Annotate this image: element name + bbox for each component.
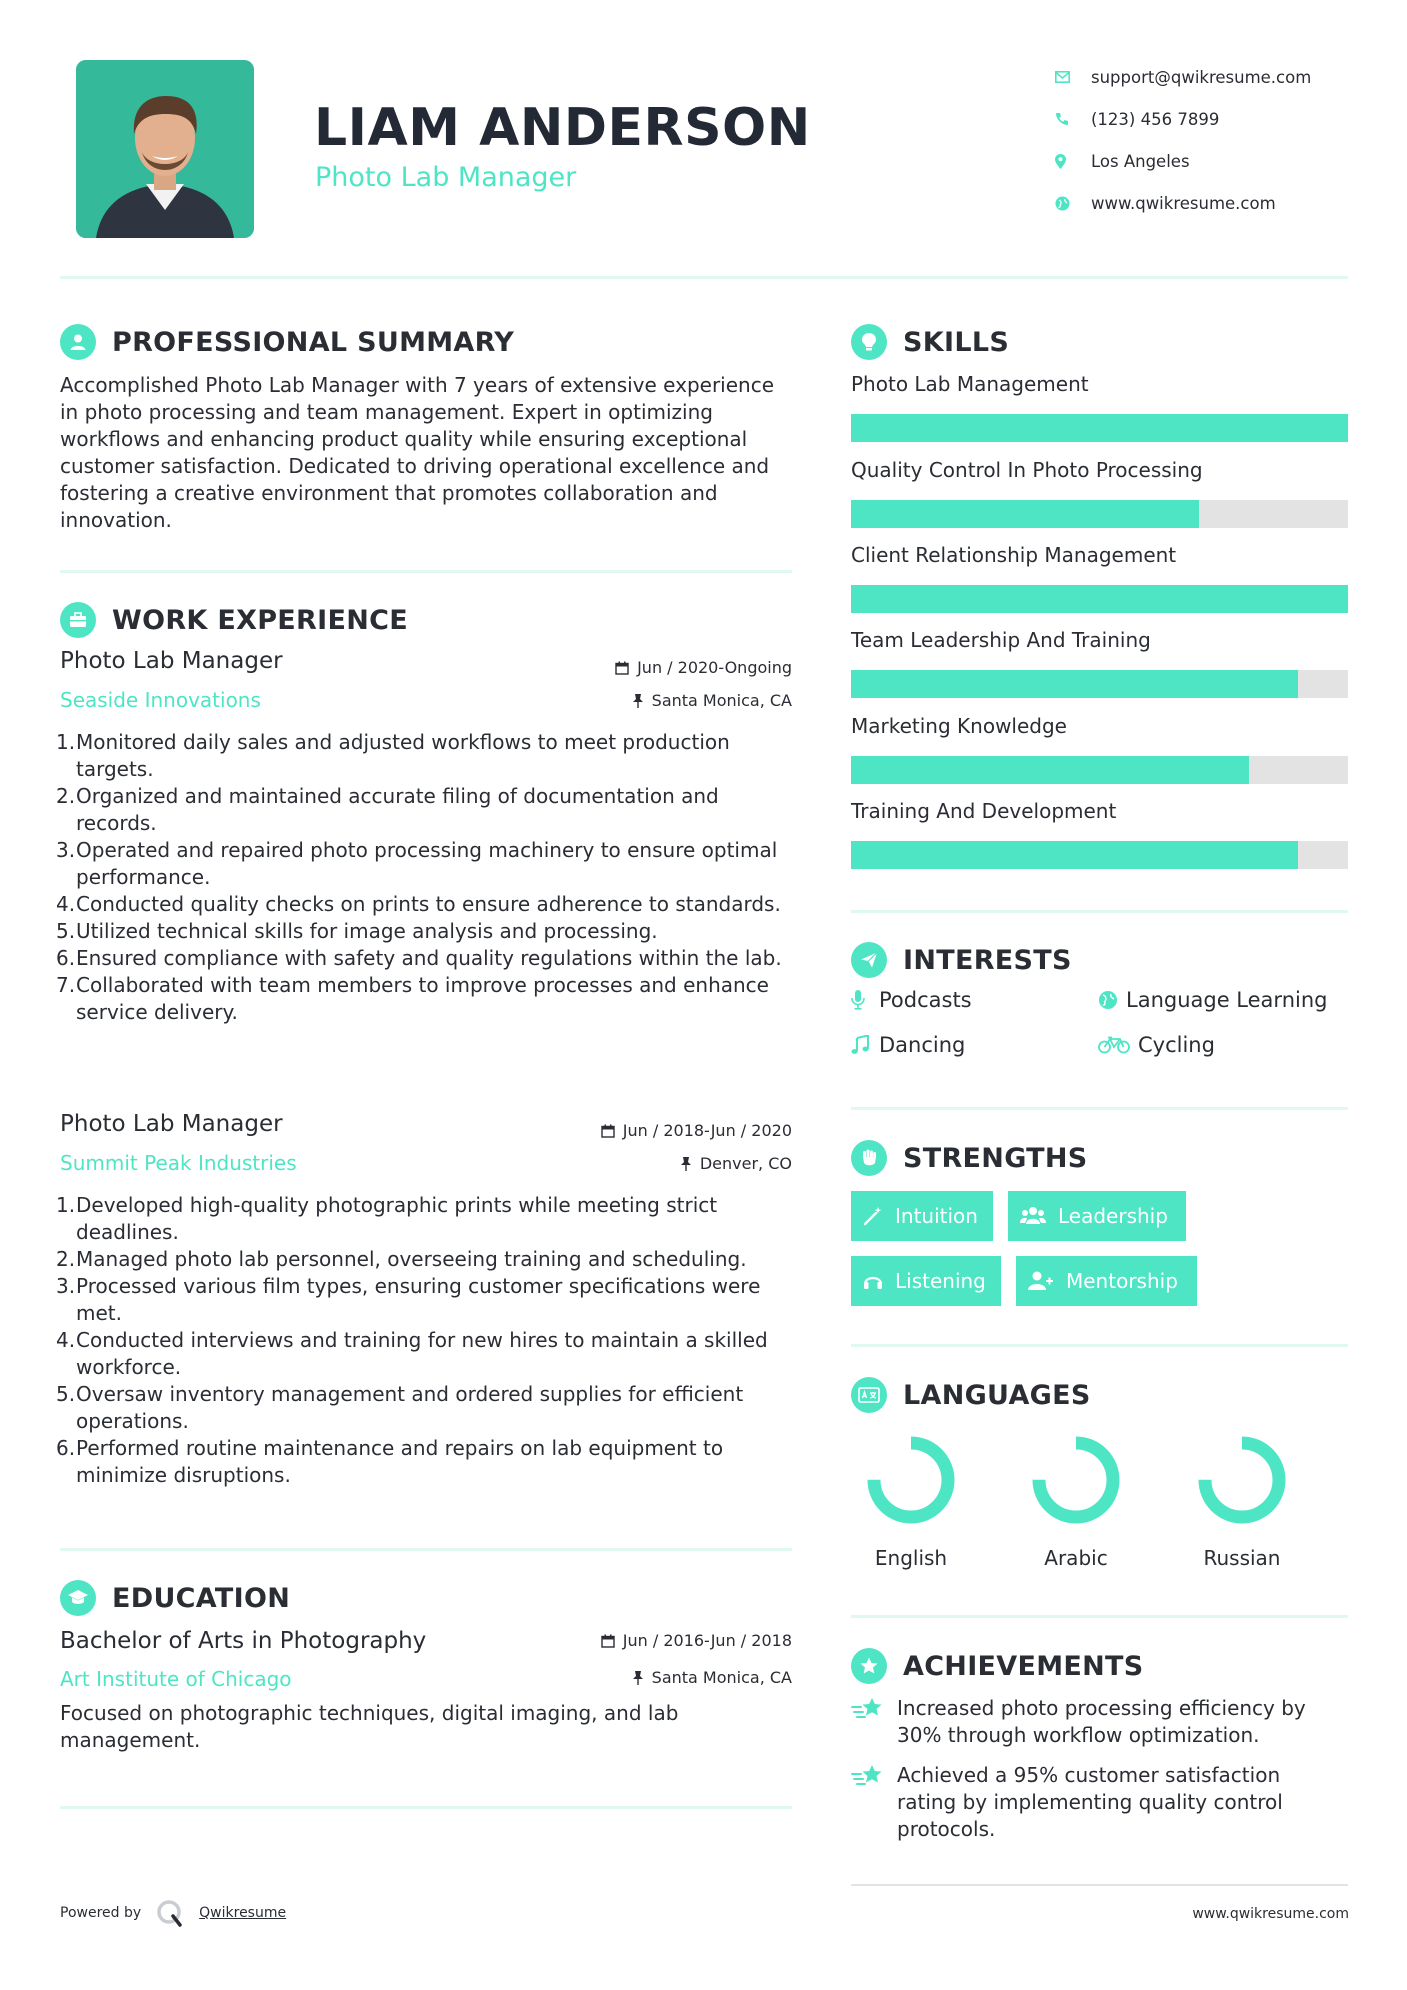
skill-item bbox=[851, 799, 1348, 869]
job-1-company: Seaside Innovations bbox=[60, 688, 261, 712]
summary-heading bbox=[60, 322, 514, 362]
language-item bbox=[1021, 1430, 1131, 1570]
skill-item bbox=[851, 714, 1348, 784]
skill-bar bbox=[851, 414, 1348, 442]
achievements-divider bbox=[851, 1884, 1348, 1886]
work-divider bbox=[60, 1548, 792, 1551]
strength-tag bbox=[1016, 1256, 1197, 1306]
list-item: 5. Utilized technical skills for image analysis and processing. bbox=[56, 919, 658, 943]
job-2-company: Summit Peak Industries bbox=[60, 1151, 297, 1175]
profile-photo bbox=[76, 60, 254, 238]
skill-label: Training And Development bbox=[851, 799, 1117, 823]
languages-divider bbox=[851, 1615, 1348, 1618]
footer-powered-text: Powered by bbox=[60, 1905, 142, 1921]
calendar-icon bbox=[601, 1634, 615, 1648]
contact-phone[interactable] bbox=[1055, 98, 1385, 140]
qwikresume-logo-icon bbox=[155, 1898, 185, 1928]
education-title: EDUCATION bbox=[112, 1582, 291, 1614]
lightbulb-icon bbox=[851, 324, 887, 360]
strengths-divider bbox=[851, 1344, 1348, 1347]
list-item: 1. Monitored daily sales and adjusted workflows to meet production targets. bbox=[56, 730, 730, 781]
headphones-icon bbox=[863, 1271, 883, 1291]
users-icon bbox=[1020, 1206, 1046, 1226]
achievement-text: Increased photo processing efficiency by 30% through workflow optimization. bbox=[897, 1696, 1306, 1747]
contact-website[interactable] bbox=[1055, 182, 1385, 224]
skill-fill bbox=[851, 756, 1249, 784]
strength-tag bbox=[851, 1256, 1001, 1306]
education-school: Art Institute of Chicago bbox=[60, 1667, 292, 1691]
shooting-star-icon bbox=[851, 1695, 885, 1749]
education-divider bbox=[60, 1806, 792, 1809]
interest-label: Language Learning bbox=[1126, 988, 1328, 1012]
job-1-location-text: Santa Monica, CA bbox=[651, 691, 792, 710]
interest-label: Dancing bbox=[879, 1033, 966, 1057]
work-title: WORK EXPERIENCE bbox=[112, 604, 408, 636]
paper-plane-icon bbox=[851, 942, 887, 978]
list-item: 4. Conducted quality checks on prints to ensure adherence to standards. bbox=[56, 892, 781, 916]
language-ring bbox=[1192, 1430, 1292, 1530]
job-2-duties bbox=[58, 1192, 798, 1489]
skill-bar bbox=[851, 585, 1348, 613]
job-2-location bbox=[680, 1154, 792, 1173]
user-icon bbox=[60, 324, 96, 360]
skill-fill bbox=[851, 841, 1298, 869]
contact-email-text: support@qwikresume.com bbox=[1091, 67, 1312, 87]
skill-item bbox=[851, 458, 1348, 528]
skill-bar bbox=[851, 841, 1348, 869]
skill-bar bbox=[851, 670, 1348, 698]
language-item bbox=[1187, 1430, 1297, 1570]
contact-location bbox=[1055, 140, 1385, 182]
education-dates-text: Jun / 2016-Jun / 2018 bbox=[622, 1631, 792, 1650]
language-label: Russian bbox=[1203, 1546, 1281, 1570]
education-location-text: Santa Monica, CA bbox=[651, 1668, 792, 1687]
interest-item bbox=[1098, 988, 1327, 1012]
user-plus-icon bbox=[1028, 1271, 1054, 1291]
job-1-dates-text: Jun / 2020-Ongoing bbox=[637, 658, 792, 677]
skills-title: SKILLS bbox=[903, 326, 1010, 358]
strength-label: Leadership bbox=[1058, 1204, 1168, 1228]
shooting-star-icon bbox=[851, 1762, 885, 1843]
language-icon bbox=[851, 1377, 887, 1413]
education-heading bbox=[60, 1578, 290, 1618]
achievement-text: Achieved a 95% customer satisfaction rating by implementing quality control protocols. bbox=[897, 1763, 1283, 1841]
language-ring bbox=[1026, 1430, 1126, 1530]
briefcase-icon bbox=[60, 602, 96, 638]
education-degree: Bachelor of Arts in Photography bbox=[60, 1628, 427, 1654]
candidate-role: Photo Lab Manager bbox=[315, 162, 577, 193]
job-2-location-text: Denver, CO bbox=[699, 1154, 792, 1173]
skill-label: Client Relationship Management bbox=[851, 543, 1177, 567]
skill-fill bbox=[851, 414, 1348, 442]
footer-powered-by bbox=[60, 1898, 286, 1928]
contact-website-text: www.qwikresume.com bbox=[1091, 193, 1276, 213]
strength-label: Mentorship bbox=[1066, 1269, 1178, 1293]
skills-heading bbox=[851, 322, 1009, 362]
skill-label: Marketing Knowledge bbox=[851, 714, 1067, 738]
footer-brand-link[interactable]: Qwikresume bbox=[199, 1905, 287, 1921]
list-item: 5. Oversaw inventory management and ordered supplies for efficient operations. bbox=[56, 1382, 744, 1433]
languages-title: LANGUAGES bbox=[903, 1379, 1091, 1411]
interests-divider bbox=[851, 1107, 1348, 1110]
map-pin-icon bbox=[1055, 154, 1091, 169]
globe-icon bbox=[1098, 990, 1126, 1010]
job-1-duties bbox=[58, 729, 798, 1026]
skill-bar bbox=[851, 756, 1348, 784]
interest-item bbox=[851, 988, 972, 1012]
microphone-icon bbox=[851, 990, 879, 1010]
achievement-item bbox=[851, 1762, 1351, 1843]
education-text: Focused on photographic techniques, digital imaging, and lab management. bbox=[60, 1701, 679, 1752]
music-note-icon bbox=[851, 1035, 879, 1055]
job-1-location bbox=[632, 691, 792, 710]
pushpin-icon bbox=[680, 1157, 692, 1171]
skill-item bbox=[851, 628, 1348, 698]
languages-heading bbox=[851, 1375, 1091, 1415]
graduation-icon bbox=[60, 1580, 96, 1616]
interest-label: Cycling bbox=[1138, 1033, 1215, 1057]
skill-fill bbox=[851, 585, 1348, 613]
contact-email[interactable] bbox=[1055, 56, 1385, 98]
list-item: 2. Managed photo lab personnel, overseeing training and scheduling. bbox=[56, 1247, 747, 1271]
education-dates bbox=[601, 1631, 792, 1650]
star-badge-icon bbox=[851, 1648, 887, 1684]
language-ring bbox=[861, 1430, 961, 1530]
language-label: English bbox=[874, 1546, 948, 1570]
job-2-title: Photo Lab Manager bbox=[60, 1111, 283, 1137]
strengths-heading bbox=[851, 1138, 1088, 1178]
skill-fill bbox=[851, 500, 1199, 528]
skill-label: Photo Lab Management bbox=[851, 372, 1089, 396]
calendar-icon bbox=[601, 1124, 615, 1138]
job-1-title: Photo Lab Manager bbox=[60, 648, 283, 674]
achievements-heading bbox=[851, 1646, 1144, 1686]
interests-heading bbox=[851, 940, 1072, 980]
list-item: 3. Processed various film types, ensuring customer specifications were met. bbox=[56, 1274, 761, 1325]
footer-website[interactable]: www.qwikresume.com bbox=[1192, 1906, 1349, 1922]
summary-title: PROFESSIONAL SUMMARY bbox=[112, 326, 515, 358]
skill-item bbox=[851, 372, 1348, 442]
contact-phone-text: (123) 456 7899 bbox=[1091, 109, 1220, 129]
contact-location-text: Los Angeles bbox=[1091, 151, 1190, 171]
work-heading bbox=[60, 600, 408, 640]
language-label: Arabic bbox=[1044, 1546, 1108, 1570]
magic-wand-icon bbox=[863, 1206, 883, 1226]
list-item: 6. Performed routine maintenance and repairs on lab equipment to minimize disruptions. bbox=[56, 1436, 724, 1487]
list-item: 1. Developed high-quality photographic prints while meeting strict deadlines. bbox=[56, 1193, 718, 1244]
globe-icon bbox=[1055, 196, 1091, 211]
job-2-dates bbox=[601, 1121, 792, 1140]
strength-tag bbox=[851, 1191, 993, 1241]
job-2-dates-text: Jun / 2018-Jun / 2020 bbox=[622, 1121, 792, 1140]
skill-label: Quality Control In Photo Processing bbox=[851, 458, 1203, 482]
list-item: 3. Operated and repaired photo processing machinery to ensure optimal performance. bbox=[56, 838, 778, 889]
pushpin-icon bbox=[632, 1671, 644, 1685]
list-item: 4. Conducted interviews and training for new hires to maintain a skilled workforce. bbox=[56, 1328, 768, 1379]
strengths-title: STRENGTHS bbox=[903, 1142, 1088, 1174]
list-item: 7. Collaborated with team members to improve processes and enhance service delivery. bbox=[56, 973, 769, 1024]
skill-fill bbox=[851, 670, 1298, 698]
interest-label: Podcasts bbox=[879, 988, 972, 1012]
education-location bbox=[632, 1668, 792, 1687]
job-1-dates bbox=[615, 658, 792, 677]
summary-divider bbox=[60, 570, 792, 573]
achievements-title: ACHIEVEMENTS bbox=[903, 1650, 1144, 1682]
contact-block bbox=[1055, 56, 1385, 224]
skills-divider bbox=[851, 910, 1348, 913]
interest-item bbox=[851, 1033, 965, 1057]
list-item: 2. Organized and maintained accurate filing of documentation and records. bbox=[56, 784, 719, 835]
strength-label: Listening bbox=[895, 1269, 986, 1293]
candidate-name: LIAM ANDERSON bbox=[314, 98, 811, 158]
envelope-icon bbox=[1055, 71, 1091, 83]
language-item bbox=[856, 1430, 966, 1570]
calendar-icon bbox=[615, 661, 629, 675]
list-item: 6. Ensured compliance with safety and quality regulations within the lab. bbox=[56, 946, 782, 970]
achievement-item bbox=[851, 1695, 1351, 1749]
strength-label: Intuition bbox=[895, 1204, 978, 1228]
skill-item bbox=[851, 543, 1348, 613]
skill-label: Team Leadership And Training bbox=[851, 628, 1151, 652]
interests-title: INTERESTS bbox=[903, 944, 1072, 976]
fist-icon bbox=[851, 1140, 887, 1176]
summary-text: Accomplished Photo Lab Manager with 7 years of extensive experience in photo processing and team management. Expert in optimizing workflows and enhancing product quality while ensuring exceptional customer satisfaction. Dedicated to driving operational excellence and fostering a creative environment that promotes collaboration and innovation. bbox=[60, 373, 775, 532]
pushpin-icon bbox=[632, 694, 644, 708]
strength-tag bbox=[1008, 1191, 1186, 1241]
interest-item bbox=[1098, 1033, 1215, 1057]
header-divider bbox=[60, 276, 1348, 279]
bicycle-icon bbox=[1098, 1036, 1138, 1054]
phone-icon bbox=[1055, 112, 1091, 126]
skill-bar bbox=[851, 500, 1348, 528]
